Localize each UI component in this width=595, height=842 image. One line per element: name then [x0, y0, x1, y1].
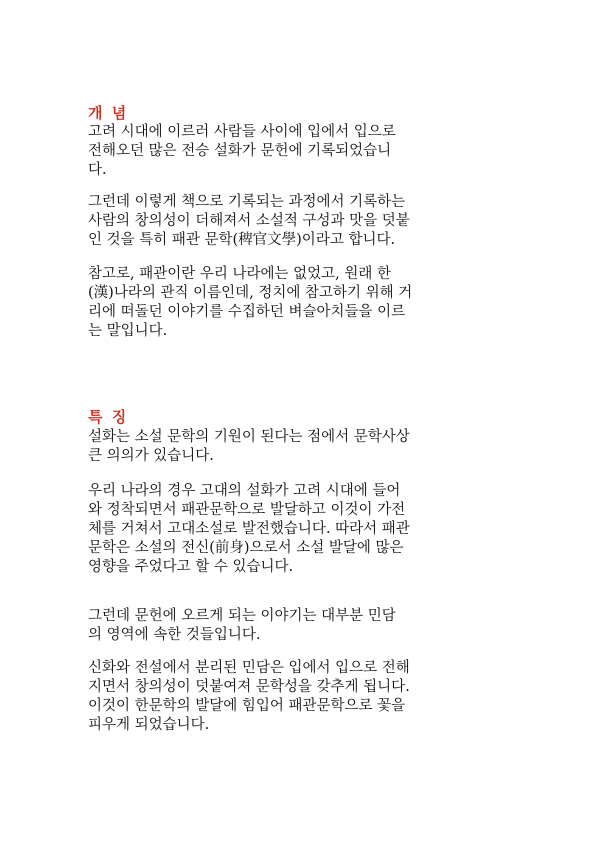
paragraph: 그런데 문헌에 오르게 되는 이야기는 대부분 민담 의 영역에 속한 것들입니다.: [88, 608, 396, 643]
section-heading-concept: 개 념: [88, 104, 129, 122]
paragraph: 설화는 소설 문학의 기원이 된다는 점에서 문학사상 큰 의의가 있습니다.: [88, 429, 410, 464]
paragraph: 그런데 이렇게 책으로 기록되는 과정에서 기록하는 사람의 창의성이 더해져서 소설적 구성과 맛을 덧붙 인 것을 특히 패관 문학(稗官文學)이라고 합니다.: [88, 194, 410, 248]
section-heading-features: 특 징: [88, 408, 129, 426]
paragraph: 참고로, 패관이란 우리 나라에는 없었고, 원래 한 (漢)나라의 관직 이름인데, 정치에 참고하기 위해 거 리에 떠돌던 이야기를 수집하던 벼슬아치들을 이르 는 말입니다.: [88, 266, 413, 339]
paragraph: 신화와 전설에서 분리된 민담은 입에서 입으로 전해 지면서 창의성이 덧붙여져 문학성을 갖추게 됩니다. 이것이 한문학의 발달에 힘입어 패관문학으로 꽃을 피우게 되었습니다.: [88, 660, 410, 733]
paragraph: 고려 시대에 이르러 사람들 사이에 입에서 입으로 전해오던 많은 전승 설화가 문헌에 기록되었습니 다.: [88, 124, 396, 178]
paragraph: 우리 나라의 경우 고대의 설화가 고려 시대에 들어 와 정착되면서 패관문학으로 발달하고 이것이 가전 체를 거쳐서 고대소설로 발전했습니다. 따라서 패관 문학은 소설의 전신(前身)으로서 소설 발달에 많은 영향을 주었다고 할 수 있습니다.: [88, 483, 410, 575]
